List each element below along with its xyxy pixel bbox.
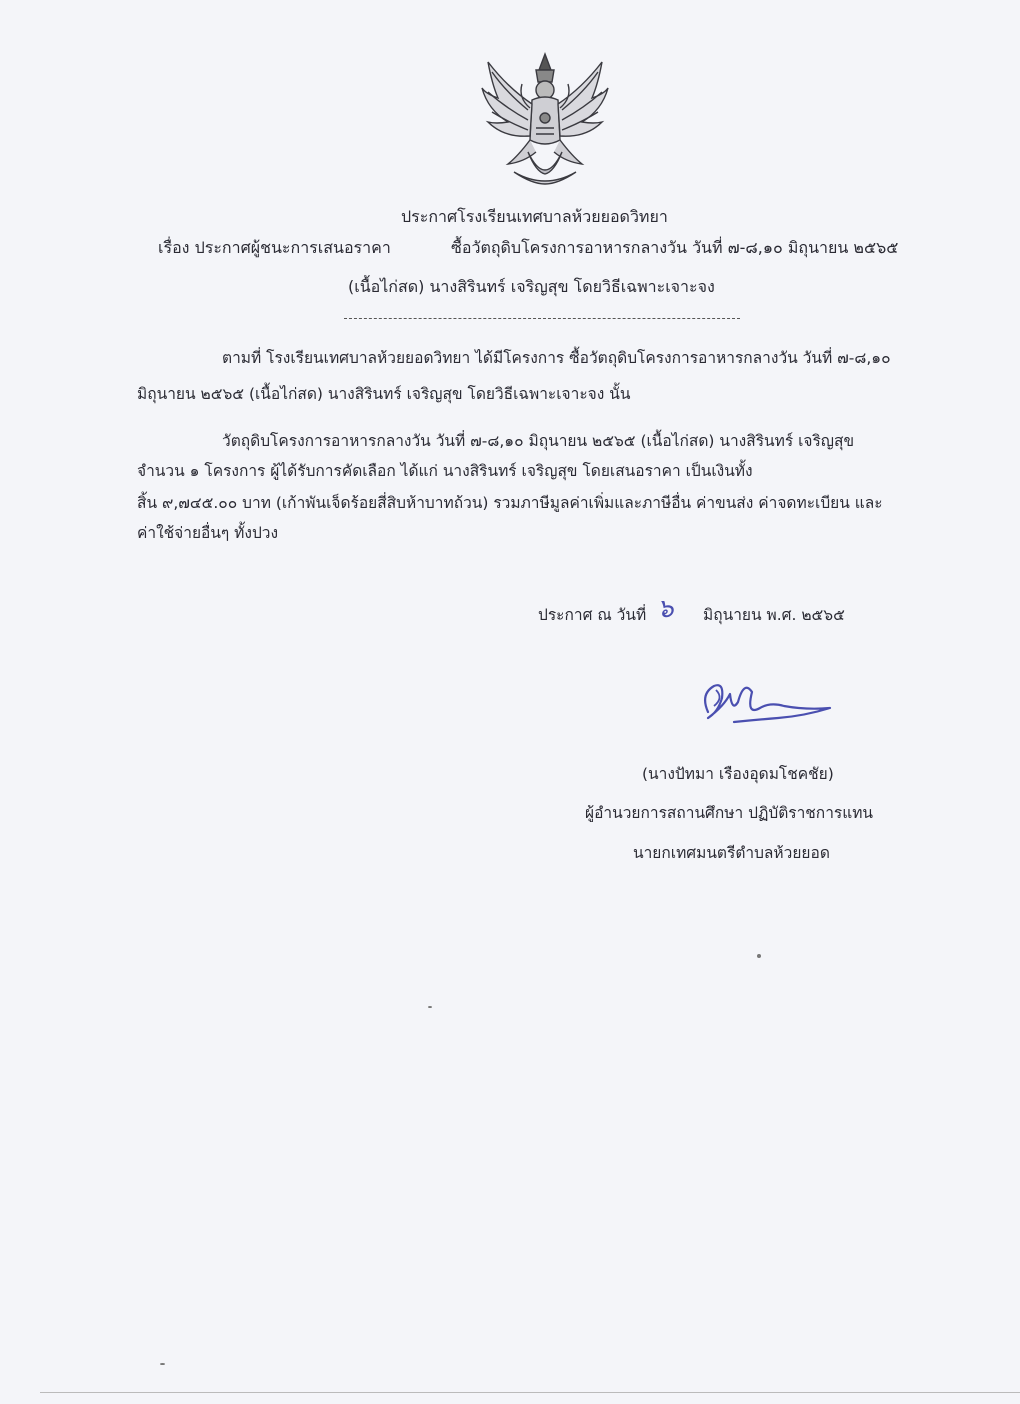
- subject-detail: ซื้อวัตถุดิบโครงการอาหารกลางวัน วันที่ ๗-๘,๑๐ มิถุนายน ๒๕๖๕: [451, 238, 899, 257]
- signatory-name: (นางปัทมา เรืองอุดมโชคชัย): [642, 765, 834, 783]
- scan-speck: [428, 1006, 432, 1008]
- announcement-date-prefix: ประกาศ ณ วันที่: [538, 606, 647, 624]
- paragraph-2-line-1: วัตถุดิบโครงการอาหารกลางวัน วันที่ ๗-๘,๑๐ มิถุนายน ๒๕๖๕ (เนื้อไก่สด) นางสิรินทร์ เจริญสุข: [222, 432, 855, 450]
- signatory-position-2: นายกเทศมนตรีตำบลห้วยยอด: [633, 844, 830, 862]
- scan-speck: [160, 1363, 165, 1365]
- paragraph-1-line-2: มิถุนายน ๒๕๖๕ (เนื้อไก่สด) นางสิรินทร์ เจริญสุข โดยวิธีเฉพาะเจาะจง นั้น: [137, 385, 631, 403]
- announcement-date-suffix: มิถุนายน พ.ศ. ๒๕๖๕: [703, 606, 845, 624]
- garuda-emblem-icon: [478, 48, 612, 190]
- document-title: ประกาศโรงเรียนเทศบาลห้วยยอดวิทยา: [401, 207, 668, 226]
- announcement-day-handwritten: ๖: [657, 594, 674, 624]
- subject-label: เรื่อง ประกาศผู้ชนะการเสนอราคา: [158, 238, 391, 257]
- scan-edge: [40, 1392, 1020, 1393]
- paragraph-2-line-2: จำนวน ๑ โครงการ ผู้ได้รับการคัดเลือก ได้แก่ นางสิรินทร์ เจริญสุข โดยเสนอราคา เป็นเงินทั้ง: [137, 462, 753, 480]
- scan-speck: [757, 954, 761, 958]
- subject-detail-continued: (เนื้อไก่สด) นางสิรินทร์ เจริญสุข โดยวิธีเฉพาะเจาะจง: [348, 277, 715, 296]
- signatory-position-1: ผู้อำนวยการสถานศึกษา ปฏิบัติราชการแทน: [585, 804, 874, 822]
- handwritten-signature: [694, 672, 836, 736]
- paragraph-2-line-3: สิ้น ๙,๗๔๕.๐๐ บาท (เก้าพันเจ็ดร้อยสี่สิบห้าบาทถ้วน) รวมภาษีมูลค่าเพิ่มและภาษีอื่น ค่าขนส่ง ค่าจดทะเบียน และ: [137, 494, 883, 512]
- paragraph-1-line-1: ตามที่ โรงเรียนเทศบาลห้วยยอดวิทยา ได้มีโครงการ ซื้อวัตถุดิบโครงการอาหารกลางวัน วันที่ ๗-๘,๑๐: [222, 349, 891, 367]
- header-divider: [344, 318, 740, 319]
- paragraph-2-line-4: ค่าใช้จ่ายอื่นๆ ทั้งปวง: [137, 524, 279, 542]
